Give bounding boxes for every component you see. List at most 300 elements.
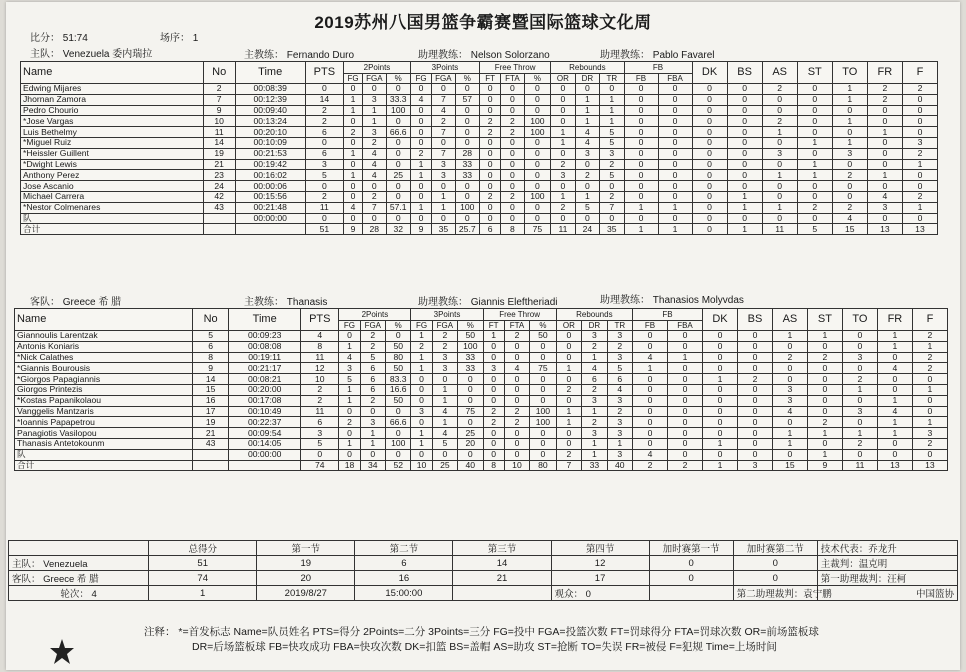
stat-cell: 1 xyxy=(556,417,581,428)
stat-cell: 0 xyxy=(344,181,363,192)
stat-cell: 5 xyxy=(607,363,632,374)
col-rebounds: Rebounds xyxy=(556,309,632,321)
stat-cell: 1 xyxy=(797,137,832,148)
stat-cell: 0 xyxy=(633,341,668,352)
stat-cell: 2 xyxy=(797,202,832,213)
stat-cell: 00:12:39 xyxy=(235,94,305,105)
stat-cell: 0 xyxy=(551,116,575,127)
stat-cell: 00:00:06 xyxy=(235,181,305,192)
stat-cell: 0 xyxy=(504,352,529,363)
stat-cell: 0 xyxy=(797,84,832,95)
table-row xyxy=(21,116,938,127)
stat-cell: 0 xyxy=(458,384,483,395)
stat-cell: 0 xyxy=(530,428,557,439)
stat-cell: 00:19:42 xyxy=(235,159,305,170)
stat-cell: 0 xyxy=(867,148,902,159)
stat-cell: 00:17:08 xyxy=(229,395,301,406)
stat-cell: 1 xyxy=(867,127,902,138)
player-name: Anthony Perez xyxy=(21,170,204,181)
stat-cell: 2 xyxy=(339,417,360,428)
stat-cell: 4 xyxy=(772,406,807,417)
stat-cell: 0 xyxy=(556,331,581,342)
stat-cell: 2 xyxy=(432,116,455,127)
stat-cell: 0 xyxy=(432,374,457,385)
stat-cell: 0 xyxy=(702,449,737,460)
player-name: *Giannis Bourousis xyxy=(15,363,193,374)
stat-cell: 0 xyxy=(692,202,727,213)
stat-cell: 0 xyxy=(877,384,912,395)
stat-cell: 00:22:37 xyxy=(229,417,301,428)
stat-cell: 0 xyxy=(410,116,431,127)
stat-cell: 0 xyxy=(386,137,410,148)
stat-cell: 0 xyxy=(458,417,483,428)
stat-cell: 3 xyxy=(582,331,607,342)
stat-cell: 0 xyxy=(504,395,529,406)
stat-cell: 3 xyxy=(582,395,607,406)
stat-cell: 25 xyxy=(458,428,483,439)
stat-cell: 0 xyxy=(667,406,702,417)
stat-cell: 0 xyxy=(667,374,702,385)
stat-cell: 0 xyxy=(867,213,902,224)
player-name: Giorgos Printezis xyxy=(15,384,193,395)
stat-cell: 34 xyxy=(360,460,385,471)
stat-cell: 0 xyxy=(737,395,772,406)
player-name: Jhornan Zamora xyxy=(21,94,204,105)
stat-cell: 100 xyxy=(386,438,411,449)
stat-cell: 0 xyxy=(455,191,479,202)
stat-cell: 0 xyxy=(305,181,343,192)
col-fga: FGA xyxy=(363,74,386,84)
stat-cell: 00:08:21 xyxy=(229,374,301,385)
stat-cell: 0 xyxy=(658,94,692,105)
col-bs: BS xyxy=(727,62,762,84)
sum-header-ot2: 加时赛第二节 xyxy=(733,541,817,556)
stat-cell: 1 xyxy=(483,331,504,342)
col-3points: 3Points xyxy=(411,309,483,321)
stat-cell: 0 xyxy=(727,105,762,116)
table-row xyxy=(15,449,948,460)
stat-cell: 3 xyxy=(842,352,877,363)
stat-cell: 0 xyxy=(455,116,479,127)
stat-cell: 5 xyxy=(360,352,385,363)
stat-cell: 0 xyxy=(501,148,524,159)
col-st: ST xyxy=(807,309,842,331)
col-fga: FGA xyxy=(432,321,457,331)
stat-cell: 0 xyxy=(772,449,807,460)
stat-cell: 0 xyxy=(556,341,581,352)
stat-cell: 3 xyxy=(737,460,772,471)
stat-cell: 1 xyxy=(575,105,599,116)
stat-cell: 0 xyxy=(667,331,702,342)
notes-line-1: 注释： *=首发标志 Name=队员姓名 PTS=得分 2Points=二分 3Points=三分 FG=投中 FGA=投篮次数 FT=罚球得分 FTA=罚球次数 OR=前场篮板球 xyxy=(144,626,819,638)
stat-cell: 5 xyxy=(797,224,832,235)
stat-cell: 11 xyxy=(305,202,343,213)
stat-cell: 0 xyxy=(480,148,501,159)
stat-cell: 0 xyxy=(633,374,668,385)
stat-cell: 33 xyxy=(455,170,479,181)
stat-cell: 25 xyxy=(432,460,457,471)
stat-cell: 0 xyxy=(530,384,557,395)
stat-cell: 4 xyxy=(301,331,339,342)
stat-cell: 0 xyxy=(867,159,902,170)
stat-cell: 0 xyxy=(339,331,360,342)
table-row xyxy=(21,170,938,181)
player-name: *Heissler Guillent xyxy=(21,148,204,159)
stat-cell: 1 xyxy=(432,384,457,395)
stat-cell: 00:14:05 xyxy=(229,438,301,449)
stat-cell: 2 xyxy=(483,417,504,428)
stat-cell: 0 xyxy=(797,213,832,224)
stat-cell: 0 xyxy=(797,127,832,138)
stat-cell: 0 xyxy=(658,137,692,148)
sum-header-ot1: 加时赛第一节 xyxy=(649,541,733,556)
stat-cell: 1 xyxy=(902,202,937,213)
stat-cell: 0 xyxy=(658,127,692,138)
stat-cell: 0 xyxy=(301,449,339,460)
stat-cell: 2 xyxy=(305,191,343,202)
stat-cell: 0 xyxy=(902,116,937,127)
stat-cell: 5 xyxy=(432,438,457,449)
stat-cell: 33 xyxy=(582,460,607,471)
stat-cell: 0 xyxy=(344,116,363,127)
table-row xyxy=(15,406,948,417)
stat-cell: 0 xyxy=(727,181,762,192)
stat-cell: 0 xyxy=(386,191,410,202)
stat-cell: 0 xyxy=(902,213,937,224)
stat-cell: 0 xyxy=(737,428,772,439)
stat-cell: 2 xyxy=(203,84,235,95)
stat-cell: 0 xyxy=(524,181,551,192)
stat-cell: 7 xyxy=(432,94,455,105)
stat-cell: 0 xyxy=(363,84,386,95)
stat-cell: 0 xyxy=(727,170,762,181)
stat-cell: 2 xyxy=(501,127,524,138)
stat-cell: 2 xyxy=(411,341,432,352)
stat-cell: 6 xyxy=(607,374,632,385)
stat-cell: 1 xyxy=(633,363,668,374)
stat-cell: 3 xyxy=(432,363,457,374)
stat-cell: 0 xyxy=(762,191,797,202)
stat-cell: 0 xyxy=(667,449,702,460)
stat-cell: 3 xyxy=(607,428,632,439)
stat-cell: 0 xyxy=(658,170,692,181)
stat-cell: 1 xyxy=(411,428,432,439)
stat-cell: 0 xyxy=(624,181,658,192)
stat-cell: 3 xyxy=(551,170,575,181)
stat-cell: 0 xyxy=(524,137,551,148)
stat-cell: 2 xyxy=(902,84,937,95)
stat-cell: 0 xyxy=(524,213,551,224)
sum-home-ot1: 0 xyxy=(649,556,733,571)
table-row xyxy=(21,84,938,95)
stat-cell: 4 xyxy=(832,213,867,224)
stat-cell: 100 xyxy=(524,191,551,202)
stat-cell: 0 xyxy=(842,395,877,406)
stat-cell: 4 xyxy=(582,363,607,374)
stat-cell: 1 xyxy=(832,84,867,95)
player-name: Giannoulis Larentzak xyxy=(15,331,193,342)
stat-cell: 83.3 xyxy=(386,374,411,385)
stat-cell: 2 xyxy=(832,170,867,181)
stat-cell: 25 xyxy=(386,170,410,181)
player-name: *Miguel Ruiz xyxy=(21,137,204,148)
stat-cell: 0 xyxy=(667,438,702,449)
stat-cell: 25.7 xyxy=(455,224,479,235)
stat-cell: 1 xyxy=(877,331,912,342)
stat-cell: 2 xyxy=(432,331,457,342)
stat-cell: 1 xyxy=(772,438,807,449)
stat-cell: 0 xyxy=(551,213,575,224)
stat-cell: 9 xyxy=(203,105,235,116)
stat-cell: 0 xyxy=(501,94,524,105)
stat-cell: 0 xyxy=(501,137,524,148)
stat-cell: 1 xyxy=(772,331,807,342)
stat-cell: 0 xyxy=(432,137,455,148)
player-name: *Jose Vargas xyxy=(21,116,204,127)
stat-cell: 6 xyxy=(480,224,501,235)
stat-cell: 0 xyxy=(877,352,912,363)
stat-cell: 4 xyxy=(432,428,457,439)
stat-cell: 5 xyxy=(339,374,360,385)
stat-cell: 1 xyxy=(582,352,607,363)
stat-cell: 0 xyxy=(702,384,737,395)
stat-cell: 0 xyxy=(667,341,702,352)
table-row xyxy=(15,352,948,363)
stat-cell: 35 xyxy=(600,224,624,235)
stat-cell: 0 xyxy=(504,449,529,460)
col-fba: FBA xyxy=(658,74,692,84)
stat-cell: 11 xyxy=(842,460,877,471)
stat-cell: 0 xyxy=(305,84,343,95)
stat-cell: 15 xyxy=(832,224,867,235)
stat-cell: 0 xyxy=(339,449,360,460)
stat-cell: 0 xyxy=(483,395,504,406)
stat-cell: 2 xyxy=(483,406,504,417)
table-row xyxy=(21,127,938,138)
stat-cell: 13 xyxy=(867,224,902,235)
stat-cell: 0 xyxy=(737,352,772,363)
col-dr: DR xyxy=(582,321,607,331)
stat-cell: 35 xyxy=(432,224,455,235)
stat-cell: 0 xyxy=(556,438,581,449)
stat-cell: 1 xyxy=(727,202,762,213)
stat-cell: 33.3 xyxy=(386,94,410,105)
stat-cell: 1 xyxy=(807,428,842,439)
stat-cell: 3 xyxy=(607,352,632,363)
stat-cell: 0 xyxy=(702,406,737,417)
stat-cell: 0 xyxy=(807,438,842,449)
stat-cell: 1 xyxy=(339,395,360,406)
stat-cell: 3 xyxy=(607,417,632,428)
stat-cell: 2 xyxy=(842,374,877,385)
stat-cell: 5 xyxy=(600,170,624,181)
stat-cell: 0 xyxy=(633,417,668,428)
stat-cell: 0 xyxy=(483,384,504,395)
stat-cell: 0 xyxy=(504,384,529,395)
stat-cell: 15 xyxy=(772,460,807,471)
stat-cell: 7 xyxy=(203,94,235,105)
stat-cell: 0 xyxy=(692,170,727,181)
stat-cell: 0 xyxy=(797,116,832,127)
stat-cell: 43 xyxy=(203,202,235,213)
stat-cell: 1 xyxy=(556,363,581,374)
game-date: 2019/8/27 xyxy=(257,586,355,601)
stat-cell: 0 xyxy=(727,213,762,224)
stat-cell: 16 xyxy=(193,395,229,406)
stat-sheet xyxy=(6,2,960,670)
stat-cell: 4 xyxy=(633,352,668,363)
home-assistant1-label: 助理教练： Nelson Solorzano xyxy=(418,50,550,61)
stat-cell: 1 xyxy=(702,438,737,449)
stat-cell: 0 xyxy=(692,148,727,159)
stat-cell: 4 xyxy=(344,202,363,213)
stat-cell: 0 xyxy=(480,202,501,213)
stat-cell: 0 xyxy=(797,181,832,192)
stat-cell: 19 xyxy=(193,417,229,428)
stat-cell: 0 xyxy=(386,449,411,460)
score-summary-table xyxy=(8,540,958,601)
stat-cell: 0 xyxy=(600,213,624,224)
stat-cell: 0 xyxy=(762,94,797,105)
col-pct: % xyxy=(386,74,410,84)
stat-cell: 0 xyxy=(658,213,692,224)
stat-cell: 1 xyxy=(832,94,867,105)
stat-cell: 5 xyxy=(575,202,599,213)
table-row xyxy=(15,341,948,352)
stat-cell: 0 xyxy=(727,127,762,138)
col-free-throw: Free Throw xyxy=(483,309,556,321)
stat-cell: 1 xyxy=(339,341,360,352)
stat-cell: 0 xyxy=(501,159,524,170)
stat-cell: 11 xyxy=(301,352,339,363)
stat-cell: 0 xyxy=(410,84,431,95)
col-time: Time xyxy=(229,309,301,331)
player-name: *Dwight Lewis xyxy=(21,159,204,170)
stat-cell: 1 xyxy=(807,331,842,342)
stat-cell: 1 xyxy=(363,116,386,127)
stat-cell: 0 xyxy=(633,438,668,449)
stat-cell: 2 xyxy=(305,116,343,127)
first-assistant-referee: 第一助理裁判：汪柯 xyxy=(817,571,957,586)
away-stats-table xyxy=(14,308,948,471)
stat-cell: 1 xyxy=(410,170,431,181)
stat-cell: 0 xyxy=(727,94,762,105)
stat-cell: 1 xyxy=(877,428,912,439)
stat-cell: 0 xyxy=(455,84,479,95)
stat-cell: 0 xyxy=(360,449,385,460)
table-row xyxy=(21,159,938,170)
col-as: AS xyxy=(772,309,807,331)
stat-cell: 0 xyxy=(386,84,410,95)
col-ft: FT xyxy=(483,321,504,331)
stat-cell: 0 xyxy=(410,127,431,138)
player-name: Antonis Koniaris xyxy=(15,341,193,352)
col-name: Name xyxy=(21,62,204,84)
stat-cell: 0 xyxy=(410,105,431,116)
col-pts: PTS xyxy=(305,62,343,84)
col-pct: % xyxy=(524,74,551,84)
col-as: AS xyxy=(762,62,797,84)
stat-cell: 2 xyxy=(667,460,702,471)
stat-cell: 0 xyxy=(807,406,842,417)
stat-cell: 0 xyxy=(867,137,902,148)
legend-notes xyxy=(144,625,819,655)
player-name: Pedro Chourio xyxy=(21,105,204,116)
stat-cell: 0 xyxy=(797,105,832,116)
stat-cell: 4 xyxy=(633,449,668,460)
player-name: *Giorgos Papagiannis xyxy=(15,374,193,385)
stat-cell: 100 xyxy=(386,105,410,116)
stat-cell: 0 xyxy=(483,449,504,460)
stat-cell: 4 xyxy=(363,170,386,181)
stat-cell: 8 xyxy=(483,460,504,471)
stat-cell: 0 xyxy=(480,181,501,192)
stat-cell: 0 xyxy=(483,374,504,385)
stat-cell: 3 xyxy=(432,170,455,181)
stat-cell: 3 xyxy=(305,159,343,170)
stat-cell: 0 xyxy=(575,213,599,224)
table-row xyxy=(21,202,938,213)
stat-cell: 4 xyxy=(363,159,386,170)
col-fba: FBA xyxy=(667,321,702,331)
stat-cell: 2 xyxy=(480,116,501,127)
stat-cell: 3 xyxy=(575,148,599,159)
stat-cell: 1 xyxy=(624,224,658,235)
stat-cell: 0 xyxy=(867,181,902,192)
table-row xyxy=(21,224,938,235)
stat-cell: 00:21:48 xyxy=(235,202,305,213)
col-3points: 3Points xyxy=(410,62,479,74)
stat-cell: 00:00:00 xyxy=(229,449,301,460)
stat-cell: 0 xyxy=(667,395,702,406)
stat-cell: 9 xyxy=(193,363,229,374)
table-row xyxy=(15,331,948,342)
stat-cell: 0 xyxy=(772,363,807,374)
association: 中国篮协 xyxy=(817,586,957,601)
stat-cell: 0 xyxy=(807,395,842,406)
col-tr: TR xyxy=(607,321,632,331)
stat-cell: 0 xyxy=(658,84,692,95)
stat-cell: 0 xyxy=(344,159,363,170)
stat-cell: 3 xyxy=(411,406,432,417)
stat-cell: 00:21:53 xyxy=(235,148,305,159)
col-rebounds: Rebounds xyxy=(551,62,624,74)
home-team-label: 主队： Venezuela 委内瑞拉 xyxy=(30,49,153,60)
cba-logo-icon xyxy=(48,638,76,666)
table-row xyxy=(21,148,938,159)
stat-cell: 1 xyxy=(582,406,607,417)
stat-cell: 0 xyxy=(624,105,658,116)
stat-cell: 0 xyxy=(363,181,386,192)
stat-cell: 0 xyxy=(504,374,529,385)
stat-cell: 2 xyxy=(912,363,947,374)
stat-cell: 15 xyxy=(193,384,229,395)
stat-cell: 1 xyxy=(832,137,867,148)
stat-cell: 33 xyxy=(458,352,483,363)
stat-cell: 0 xyxy=(727,148,762,159)
stat-cell: 0 xyxy=(530,341,557,352)
stat-cell: 3 xyxy=(772,384,807,395)
stat-cell: 2 xyxy=(363,191,386,202)
stat-cell: 6 xyxy=(301,417,339,428)
stat-cell: 1 xyxy=(727,191,762,202)
stat-cell: 2 xyxy=(556,384,581,395)
stat-cell: 0 xyxy=(832,105,867,116)
stat-cell: 2 xyxy=(902,148,937,159)
stat-cell: 2 xyxy=(504,331,529,342)
col-pct: % xyxy=(530,321,557,331)
stat-cell: 9 xyxy=(410,224,431,235)
